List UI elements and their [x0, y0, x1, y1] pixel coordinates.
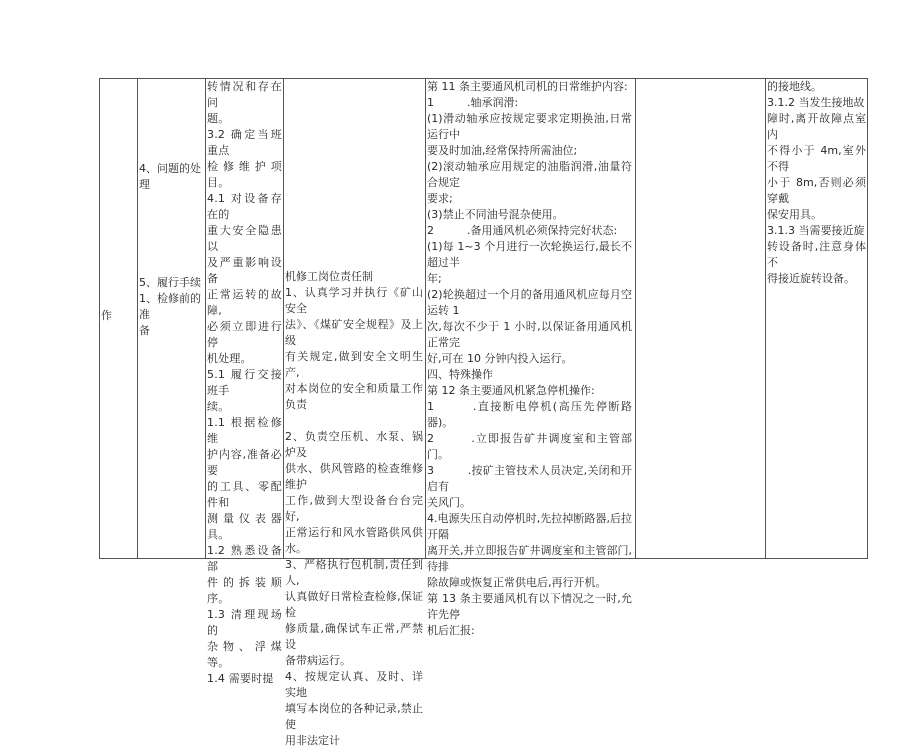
step-detail-cell [206, 79, 284, 685]
step-problem-handling: 4、问题的处理 [139, 162, 201, 191]
category-text: 作 [101, 309, 112, 322]
maintenance-text: 第 11 条主要通风机司机的日常维护内容: 1 .轴承润滑: (1)滑动轴承应按规定要求定期换油,日常运行中 要及时加油,经常保持所需油位; (2)滚动轴承应用规定的油脂润滑,油量符合规定 要求; (3)禁止不同油号混杂使用。 2 .备用通风机必须保持完好状态: (1)每 1~3 个月进行一次轮换运行,最长不超过半 年; (2)轮换超过一个月的备用通风机应每月空运转 1 次,每次不少于 1 小时,以保证备用通风机正常完 好,可在 10 分钟内投入运行。 四、特殊操作 第 12 条主要通风机紧急停机操作: 1 .直接断电停机(高压先停断路器)。 2 .立即报告矿井调度室和主管部门。 3 .按矿主管技术人员决定,关闭和开启有 关风门。 4.电源失压自动停机时,先拉掉断路器,后拉开隔 离开关,并立即报告矿井调度室和主管部门,待排 除故障或恢复正常供电后,再行开机。 第 13 条主要通风机有以下情况之一时,允许先停 机后汇报: [427, 80, 632, 637]
step-detail-text: 转情况和存在问 题。 3.2 确定当班重点 检修维护项目。 4.1 对设备存在的 重大安全隐患以 及严重影响设备 正常运转的故障, 必须立即进行停 机处理。 5.1 履行交接班手 续。 1.1 根据检修维 护内容,准备必要 的工具、零配件和 测量仪表器具。 1.2 熟悉设备部 件的拆装顺序。 1.3 清理现场的 杂物、浮煤等。 1.4 需要时提 [207, 80, 282, 685]
responsibility-cell [284, 79, 426, 747]
step-handover-prep: 5、履行手续 1、检修前的准 备 [139, 276, 201, 337]
responsibility-text: 机修工岗位责任制 1、认真学习并执行《矿山安全 法》、《煤矿安全规程》及上级 有关规定,做到安全文明生产, 对本岗位的安全和质量工作负责 2、负责空压机、水泵、锅炉及 供水、供风管路的检查维修维护 工作,做到大型设备台台完好, 正常运行和风水管路供风供水。 3、严格执行包机制,责任到人, 认真做好日常检查检修,保证检 修质量,确保试车正常,严禁设 备带病运行。 4、按规定认真、及时、详实地 填写本岗位的各种记录,禁止使 用非法定计 [285, 270, 423, 747]
procedure-table [99, 78, 868, 747]
safety-text: 的接地线。 3.1.2 当发生接地故 障时,离开故障点室内 不得小于 4m,室外不得 小于 8m,否则必须穿戴 保安用具。 3.1.3 当需要接近旋 转设备时,注意身体不 得接近旋转设备。 [767, 80, 866, 285]
category-cell [100, 79, 138, 559]
empty-cell [636, 79, 766, 559]
maintenance-cell [426, 79, 636, 637]
step-cell [138, 79, 206, 559]
table-row [100, 79, 868, 559]
safety-cell [766, 79, 868, 559]
